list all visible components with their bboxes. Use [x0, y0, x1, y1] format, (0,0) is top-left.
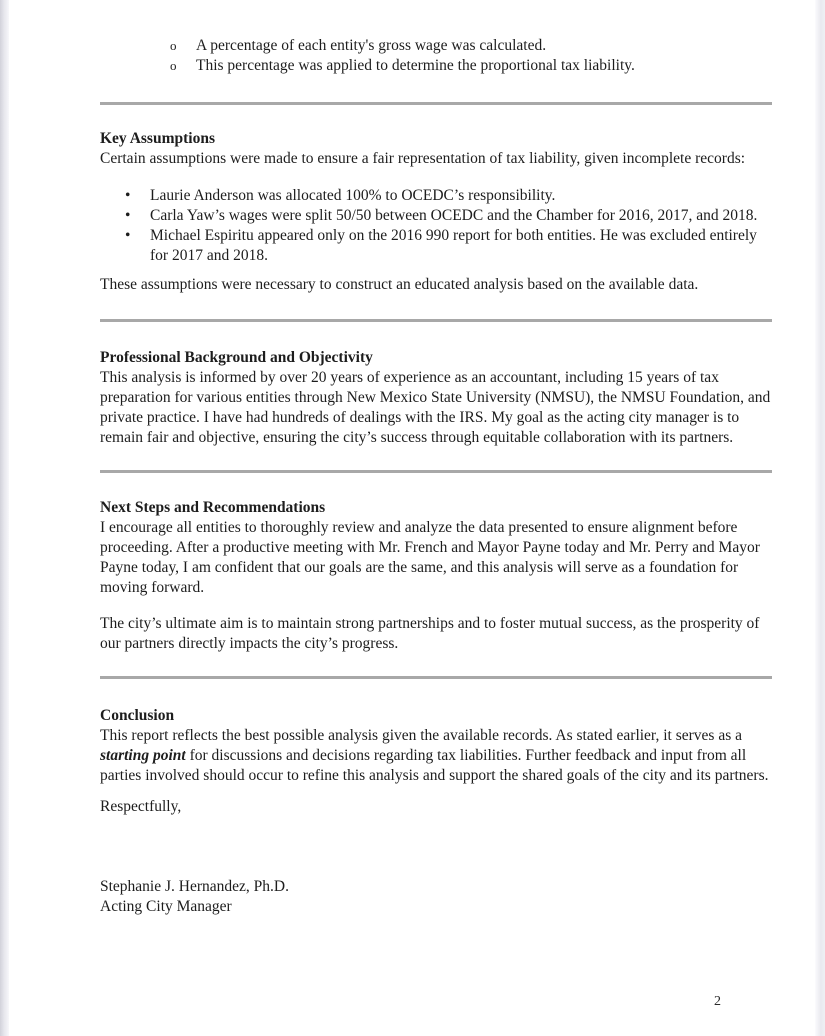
signature-title: Acting City Manager	[100, 898, 232, 915]
page-number: 2	[714, 994, 721, 1009]
page-right-edge	[815, 0, 825, 1036]
bullet-icon: •	[125, 187, 131, 204]
list-item	[100, 206, 772, 226]
page-left-edge	[0, 0, 9, 1036]
conclusion-text-before: This report reflects the best possible analysis given the available records. As stated earlier, it serves as a	[100, 727, 742, 744]
next-steps-paragraph-1: I encourage all entities to thoroughly review and analyze the data presented to ensure alignment before proceeding. After a productive meeting with Mr. French and Mayor Payne today and Mr. Perry and Mayor Payne today, I am confident that our goals are the same, and this analysis will serve as a foundation for moving forward.	[100, 519, 760, 596]
section-divider	[100, 676, 772, 679]
signature-salutation: Respectfully,	[100, 798, 182, 815]
signature-name: Stephanie J. Hernandez, Ph.D.	[100, 878, 289, 895]
list-item-text: Michael Espiritu appeared only on the 2016 990 report for both entities. He was excluded entirely for 2017 and 2018.	[150, 227, 757, 264]
section-heading-professional-background: Professional Background and Objectivity	[100, 349, 373, 366]
list-item-text: This percentage was applied to determine the proportional tax liability.	[196, 57, 635, 74]
methodology-sub-bullet-list	[100, 36, 772, 76]
section-divider	[100, 102, 772, 105]
list-item	[100, 226, 772, 266]
list-item	[100, 56, 772, 76]
section-heading-next-steps: Next Steps and Recommendations	[100, 499, 326, 516]
bullet-icon: •	[125, 207, 131, 224]
section-divider	[100, 470, 772, 473]
professional-background-paragraph: This analysis is informed by over 20 years of experience as an accountant, including 15 years of tax preparation for various entities through New Mexico State University (NMSU), the NMSU Foundation, and private practice. I have had hundreds of dealings with the IRS. My goal as the acting city manager is to remain fair and objective, ensuring the city’s success through equitable collaboration with its partners.	[100, 369, 771, 446]
list-item	[100, 36, 772, 56]
list-item-text: A percentage of each entity's gross wage was calculated.	[196, 37, 547, 54]
key-assumptions-closing: These assumptions were necessary to construct an educated analysis based on the available data.	[100, 276, 699, 293]
bullet-icon: •	[125, 227, 131, 244]
list-item-text: Laurie Anderson was allocated 100% to OCEDC’s responsibility.	[150, 187, 556, 204]
section-divider	[100, 319, 772, 322]
section-heading-conclusion: Conclusion	[100, 707, 175, 724]
conclusion-paragraph	[100, 726, 772, 786]
section-heading-key-assumptions: Key Assumptions	[100, 130, 215, 147]
key-assumptions-intro: Certain assumptions were made to ensure a fair representation of tax liability, given incomplete records:	[100, 150, 746, 167]
conclusion-text-after: for discussions and decisions regarding tax liabilities. Further feedback and input from all parties involved should occur to refine this analysis and support the shared goals of the city and its partners.	[100, 747, 769, 784]
list-item	[100, 186, 772, 206]
list-item-text: Carla Yaw’s wages were split 50/50 between OCEDC and the Chamber for 2016, 2017, and 2018.	[150, 207, 758, 224]
key-assumptions-bullet-list	[100, 186, 772, 266]
hollow-bullet-icon: o	[170, 58, 177, 73]
hollow-bullet-icon: o	[170, 38, 177, 53]
next-steps-paragraph-2: The city’s ultimate aim is to maintain strong partnerships and to foster mutual success, as the prosperity of our partners directly impacts the city’s progress.	[100, 615, 760, 652]
document-page	[100, 36, 772, 917]
conclusion-emphasis: starting point	[100, 747, 186, 764]
